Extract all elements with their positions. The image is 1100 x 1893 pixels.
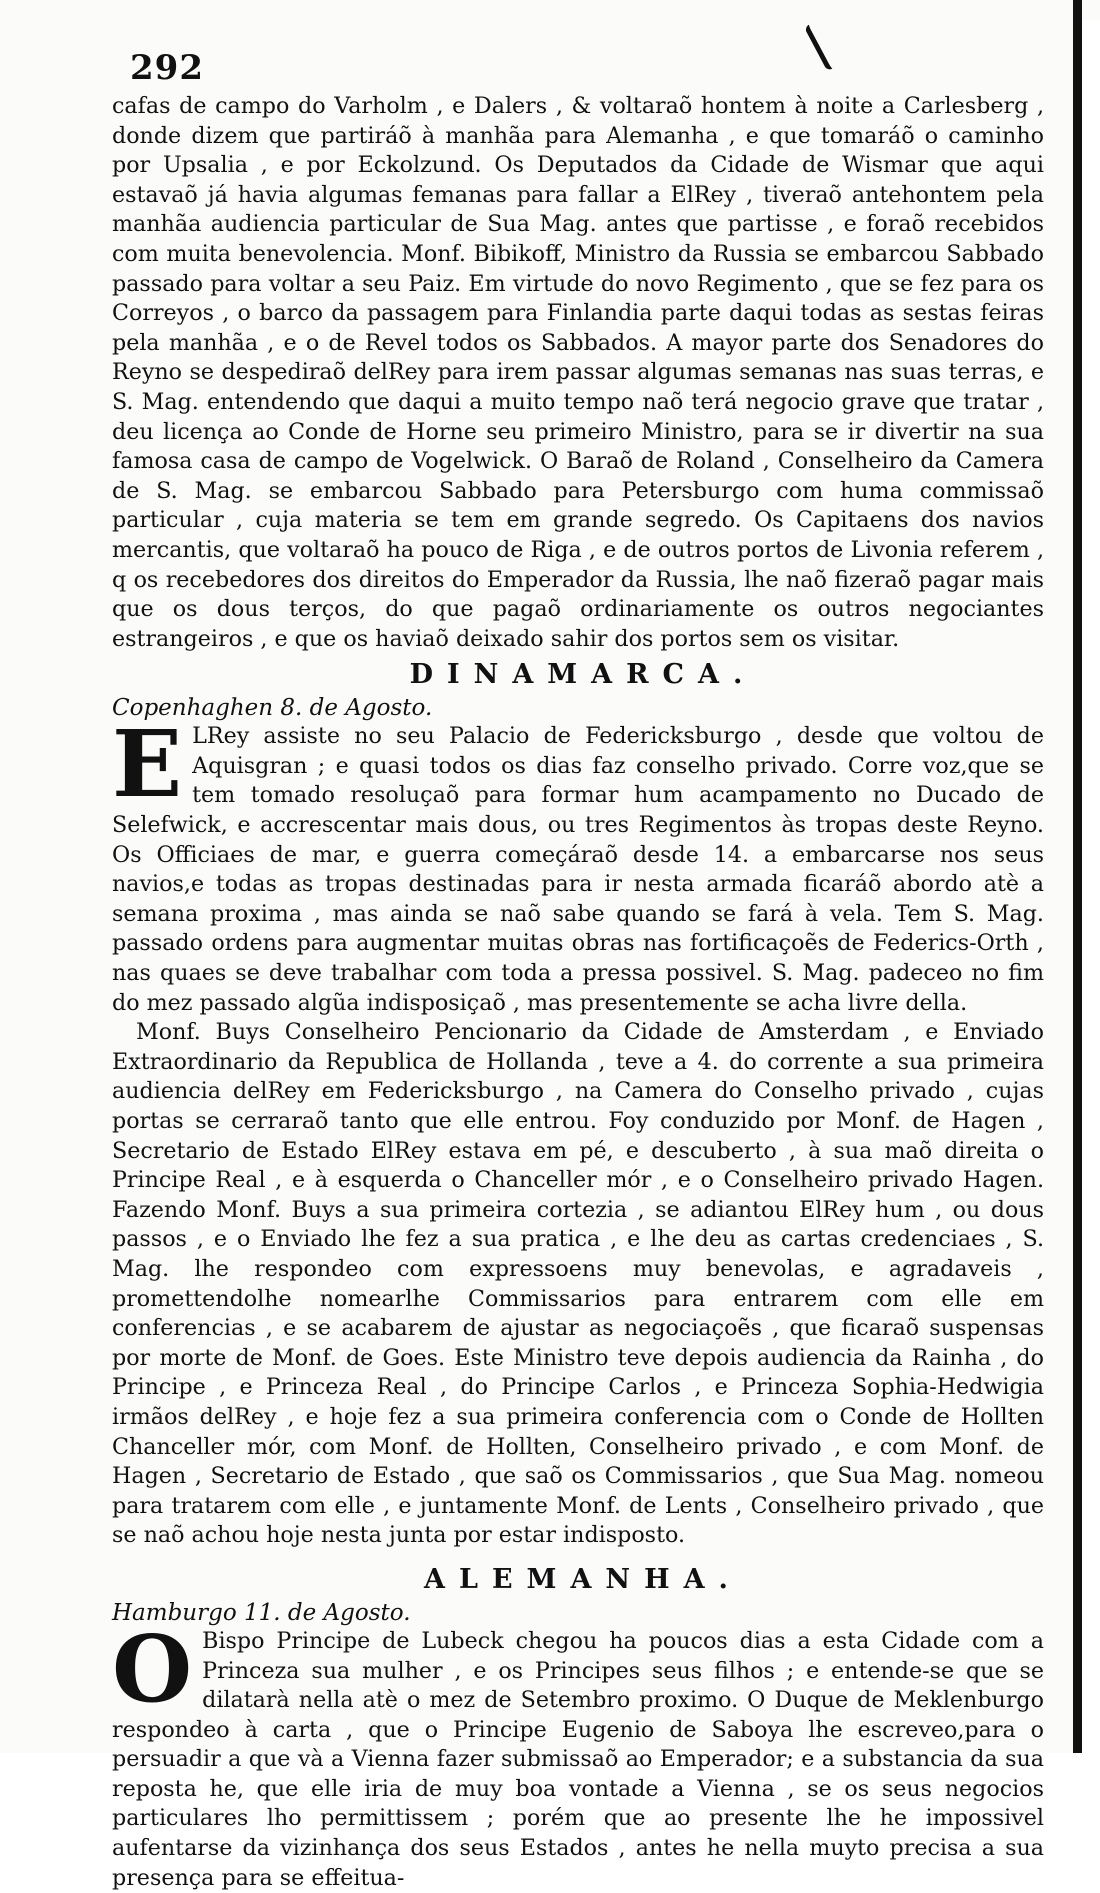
dateline-copenhagen: Copenhaghen 8. de Agosto. — [112, 695, 433, 722]
sweden-news-continuation: cafas de campo do Varholm , e Dalers , & voltaraõ hontem à noite a Carlesberg , donde dizem que partiráõ à manhãa para Alemanha , e que tomaráõ o caminho por Upsalia , e por Eckolzund. Os Deputados da Cidade de Wismar que aqui estavaõ já havia algumas femanas para fallar a ElRey , tiveraõ antehontem pela manhãa audiencia particular de Sua Mag. antes que partisse , e foraõ recebidos com muita benevolencia. Monf. Bibikoff, Ministro da Russia se embarcou Sabbado passado para voltar a seu Paiz. Em virtude do novo Regimento , que se fez para os Correyos , o barco da passagem para Finlandia parte daqui todas as sestas feiras pela manhãa , e o de Revel todos os Sabbados. A mayor parte dos Senadores do Reyno se despediraõ delRey para irem passar algumas semanas nas suas terras, e S. Mag. entendendo que daqui a muito tempo naõ terá negocio grave que tratar , deu licença ao Conde de Horne seu primeiro Ministro, para se ir divertir na sua famosa casa de campo de Vogelwick. O Baraõ de Roland , Conselheiro da Camera de S. Mag. se embarcou Sabbado para Petersburgo com huma commissaõ particular , cuja materia se tem em grande segredo. Os Capitaens dos navios mercantis, que voltaraõ ha pouco de Riga , e de outros portos de Livonia referem , q os recebedores dos direitos do Emperador da Russia, lhe naõ fizeraõ pagar mais que os dous terços, do que pagaõ ordinariamente os outros negociantes estrangeiros , e que os haviaõ deixado sahir dos portos sem os visitar. — [112, 93, 1044, 652]
section-title-denmark: DINAMARCA. — [409, 659, 757, 691]
denmark-paragraph-1: LRey assiste no seu Palacio de Federicksburgo , desde que voltou de Aquisgran ; e quasi todos os dias faz conselho privado. Corre voz,que se tem tomado resoluçaõ para formar hum acampamento no Ducado de Selefwick, e accrescentar mais dous, ou tres Regimentos às tropas deste Reyno. Os Officiaes de mar, e guerra começáraõ desde 14. a embarcarse nos seus navios,e todas as tropas destinadas para ir nesta armada ficaráõ abordo atè a semana proxima , mas ainda se naõ sabe quando se fará à vela. Tem S. Mag. passado ordens para augmentar muitas obras nas fortificaçoẽs de Federics-Orth , nas quaes se deve trabalhar com toda a pressa possivel. S. Mag. padeceo no fim do mez passado algũa indisposiçaõ , mas presentemente se acha livre della. — [112, 723, 1044, 1016]
page-margin — [1082, 20, 1100, 1753]
page-number: 292 — [130, 48, 204, 88]
denmark-paragraph-2: Monf. Buys Conselheiro Pencionario da Cidade de Amsterdam , e Enviado Extraordinario da Republica de Hollanda , teve a 4. do corrente a sua primeira audiencia delRey em Federicksburgo , na Camera do Conselho privado , cujas portas se cerraraõ tanto que elle entrou. Foy conduzido por Monf. de Hagen , Secretario de Estado ElRey estava em pé, e descuberto , à sua maõ direita o Principe Real , e à esquerda o Chanceller mór , e o Conselheiro privado Hagen. Fazendo Monf. Buys a sua primeira cortezia , se adiantou ElRey hum , ou dous passos , e o Enviado lhe fez a sua pratica , e lhe deu as cartas credenciaes , S. Mag. lhe respondeo com expressoens muy benevolas, e agradaveis , promettendolhe nomearlhe Commissarios para entrarem com elle em conferencias , e se acabarem de ajustar as negociaçoẽs , que ficaraõ suspensas por morte de Monf. de Goes. Este Ministro teve depois audiencia da Rainha , do Principe , e Princeza Real , do Principe Carlos , e Princeza Sophia-Hedwigia irmãos delRey , e hoje fez a sua primeira conferencia com o Conde de Hollten Chanceller mór, com Monf. de Hollten, Conselheiro privado , e com Monf. de Hagen , Secretario de Estado , que saõ os Commissarios , que Sua Mag. nomeou para tratarem com elle , e juntamente Monf. de Lents , Conselheiro privado , que se naõ achou hoje nesta junta por estar indisposto. — [112, 1019, 1044, 1549]
page-body — [112, 92, 1044, 1893]
section-title-germany: ALEMANHA. — [424, 1563, 742, 1595]
dateline-hamburg: Hamburgo 11. de Agosto. — [112, 1599, 411, 1626]
drop-cap: O — [112, 1614, 193, 1723]
drop-cap: E — [112, 710, 183, 819]
denmark-article — [112, 710, 1044, 1551]
page-edge-shadow — [1073, 0, 1082, 1753]
germany-paragraph-1: Bispo Principe de Lubeck chegou ha poucos dias a esta Cidade com a Princeza sua mulher , e os Principes seus filhos ; e entende-se que se dilatarà nella atè o mez de Setembro proximo. O Duque de Meklenburgo respondeo à carta , que o Principe Eugenio de Saboya lhe escreveo,para o persuadir a que và a Vienna fazer submissaõ ao Emperador; e a substancia da sua reposta he, que elle iria de muy boa vontade a Vienna , se os seus negocios particulares lho permittissem ; porém que ao presente lhe he impossivel aufentarse da vizinhança dos seus Estados , antes he nella muyto precisa a sua presença para se effeitua- — [112, 1627, 1044, 1891]
germany-article — [112, 1614, 1044, 1893]
